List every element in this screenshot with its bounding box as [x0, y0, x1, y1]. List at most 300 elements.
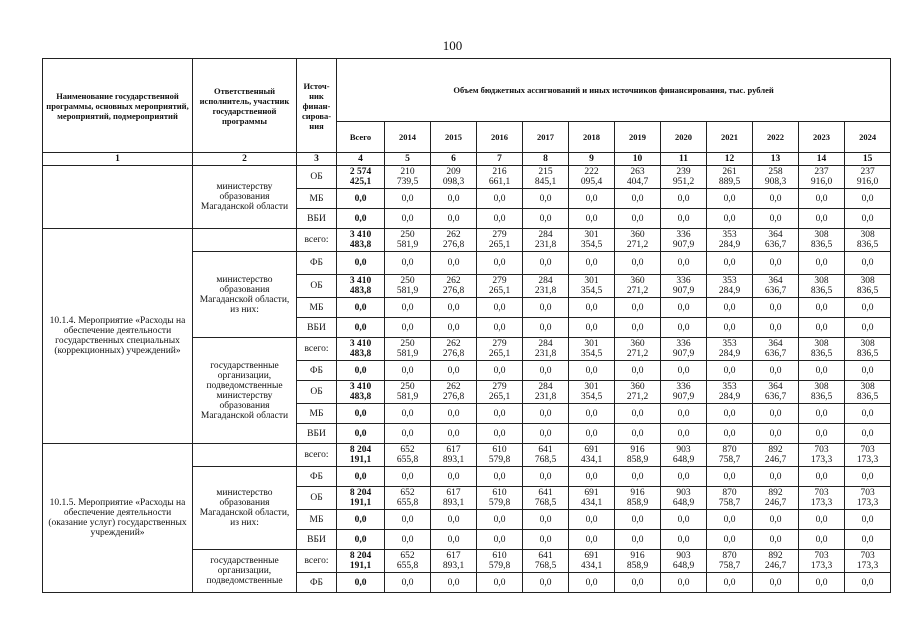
value-cell: 610 579,8: [477, 550, 523, 573]
value-cell: 0,0: [337, 252, 385, 275]
value-cell: 0,0: [799, 318, 845, 338]
value-cell: 0,0: [477, 530, 523, 550]
value-cell: 0,0: [337, 510, 385, 530]
value-cell: 0,0: [523, 298, 569, 318]
value-cell: 703 173,3: [845, 444, 891, 467]
value-cell: 0,0: [477, 573, 523, 593]
value-cell: 360 271,2: [615, 381, 661, 404]
value-cell: 0,0: [337, 189, 385, 209]
value-cell: 0,0: [523, 424, 569, 444]
year-header: 2016: [477, 122, 523, 153]
value-cell: 892 246,7: [753, 444, 799, 467]
value-cell: 0,0: [799, 252, 845, 275]
executor-cell: министерство образования Магаданской области, из них:: [193, 467, 297, 550]
value-cell: 222 095,4: [569, 166, 615, 189]
value-cell: 703 173,3: [799, 550, 845, 573]
column-number: 13: [753, 153, 799, 166]
value-cell: 703 173,3: [845, 550, 891, 573]
value-cell: 0,0: [477, 209, 523, 229]
value-cell: 0,0: [431, 361, 477, 381]
value-cell: 262 276,8: [431, 229, 477, 252]
executor-cell: государственные организации, подведомственные: [193, 550, 297, 593]
value-cell: 0,0: [523, 189, 569, 209]
value-cell: 0,0: [431, 318, 477, 338]
value-cell: 0,0: [477, 318, 523, 338]
value-cell: 0,0: [707, 189, 753, 209]
value-cell: 360 271,2: [615, 275, 661, 298]
value-cell: 0,0: [661, 573, 707, 593]
value-cell: 0,0: [523, 404, 569, 424]
value-cell: 0,0: [337, 573, 385, 593]
value-cell: 336 907,9: [661, 338, 707, 361]
executor-cell-empty: [193, 229, 297, 252]
value-cell: 308 836,5: [845, 338, 891, 361]
value-cell: 0,0: [477, 298, 523, 318]
value-cell: 360 271,2: [615, 229, 661, 252]
value-cell: 0,0: [753, 467, 799, 487]
value-cell: 0,0: [753, 530, 799, 550]
executor-cell-empty: [193, 444, 297, 467]
value-cell: 0,0: [431, 530, 477, 550]
value-cell: 0,0: [707, 298, 753, 318]
value-cell: 0,0: [707, 510, 753, 530]
value-cell: 353 284,9: [707, 381, 753, 404]
value-cell: 0,0: [431, 252, 477, 275]
column-number: 6: [431, 153, 477, 166]
executor-cell: министерство образования Магаданской области, из них:: [193, 252, 297, 338]
value-cell: 0,0: [385, 530, 431, 550]
value-cell: 0,0: [385, 189, 431, 209]
value-cell: 0,0: [707, 252, 753, 275]
value-cell: 0,0: [523, 467, 569, 487]
value-cell: 0,0: [337, 530, 385, 550]
value-cell: 237 916,0: [799, 166, 845, 189]
year-header: 2014: [385, 122, 431, 153]
column-number: 9: [569, 153, 615, 166]
value-cell: 0,0: [707, 318, 753, 338]
year-header: 2023: [799, 122, 845, 153]
value-cell: 0,0: [707, 404, 753, 424]
program-name-cell: 10.1.5. Мероприятие «Расходы на обеспечение деятельности (оказание услуг) государственных учреждений»: [43, 444, 193, 593]
value-cell: 279 265,1: [477, 338, 523, 361]
column-number: 10: [615, 153, 661, 166]
value-cell: 301 354,5: [569, 381, 615, 404]
value-cell: 0,0: [753, 361, 799, 381]
value-cell: 0,0: [615, 573, 661, 593]
value-cell: 0,0: [753, 318, 799, 338]
value-cell: 250 581,9: [385, 229, 431, 252]
source-cell: ОБ: [297, 381, 337, 404]
value-cell: 0,0: [337, 209, 385, 229]
value-cell: 0,0: [845, 530, 891, 550]
value-cell: 0,0: [431, 510, 477, 530]
source-cell: МБ: [297, 298, 337, 318]
year-header: 2015: [431, 122, 477, 153]
value-cell: 353 284,9: [707, 275, 753, 298]
value-cell: 301 354,5: [569, 338, 615, 361]
value-cell: 0,0: [799, 361, 845, 381]
value-cell: 262 276,8: [431, 338, 477, 361]
value-cell: 3 410 483,8: [337, 275, 385, 298]
value-cell: 0,0: [845, 209, 891, 229]
value-cell: 0,0: [661, 189, 707, 209]
year-header: 2017: [523, 122, 569, 153]
value-cell: 8 204 191,1: [337, 444, 385, 467]
value-cell: 250 581,9: [385, 275, 431, 298]
value-cell: 0,0: [661, 467, 707, 487]
value-cell: 0,0: [799, 467, 845, 487]
value-cell: 0,0: [385, 404, 431, 424]
header-executor: Ответственный исполнитель, участник государственной программы: [193, 59, 297, 153]
value-cell: 215 845,1: [523, 166, 569, 189]
value-cell: 0,0: [661, 530, 707, 550]
value-cell: 210 739,5: [385, 166, 431, 189]
value-cell: 8 204 191,1: [337, 550, 385, 573]
value-cell: 916 858,9: [615, 550, 661, 573]
value-cell: 0,0: [523, 573, 569, 593]
table-row: [43, 166, 891, 189]
value-cell: 308 836,5: [845, 229, 891, 252]
year-header: 2019: [615, 122, 661, 153]
value-cell: 364 636,7: [753, 275, 799, 298]
value-cell: 0,0: [799, 209, 845, 229]
value-cell: 308 836,5: [845, 381, 891, 404]
value-cell: 0,0: [385, 252, 431, 275]
source-cell: всего:: [297, 550, 337, 573]
value-cell: 870 758,7: [707, 487, 753, 510]
value-cell: 250 581,9: [385, 381, 431, 404]
page-number: 100: [442, 38, 463, 53]
value-cell: 250 581,9: [385, 338, 431, 361]
value-cell: 641 768,5: [523, 487, 569, 510]
value-cell: 0,0: [845, 424, 891, 444]
value-cell: 870 758,7: [707, 444, 753, 467]
source-cell: всего:: [297, 229, 337, 252]
value-cell: 353 284,9: [707, 229, 753, 252]
value-cell: 0,0: [523, 530, 569, 550]
value-cell: 336 907,9: [661, 229, 707, 252]
value-cell: 0,0: [615, 252, 661, 275]
value-cell: 617 893,1: [431, 550, 477, 573]
value-cell: 0,0: [569, 573, 615, 593]
value-cell: 0,0: [385, 467, 431, 487]
value-cell: 279 265,1: [477, 381, 523, 404]
value-cell: 0,0: [799, 404, 845, 424]
column-number: 11: [661, 153, 707, 166]
value-cell: 652 655,8: [385, 550, 431, 573]
value-cell: 610 579,8: [477, 444, 523, 467]
value-cell: 0,0: [385, 361, 431, 381]
value-cell: 703 173,3: [799, 444, 845, 467]
value-cell: 617 893,1: [431, 444, 477, 467]
value-cell: 308 836,5: [845, 275, 891, 298]
column-number: 1: [43, 153, 193, 166]
value-cell: 0,0: [615, 510, 661, 530]
value-cell: 0,0: [385, 298, 431, 318]
value-cell: 652 655,8: [385, 444, 431, 467]
value-cell: 0,0: [385, 510, 431, 530]
value-cell: 0,0: [431, 404, 477, 424]
source-cell: МБ: [297, 189, 337, 209]
value-cell: 0,0: [431, 189, 477, 209]
value-cell: 892 246,7: [753, 487, 799, 510]
value-cell: 691 434,1: [569, 550, 615, 573]
value-cell: 262 276,8: [431, 275, 477, 298]
value-cell: 0,0: [337, 318, 385, 338]
value-cell: 0,0: [431, 424, 477, 444]
value-cell: 239 951,2: [661, 166, 707, 189]
value-cell: 0,0: [431, 467, 477, 487]
value-cell: 0,0: [845, 404, 891, 424]
value-cell: 0,0: [337, 467, 385, 487]
source-cell: ФБ: [297, 361, 337, 381]
value-cell: 0,0: [615, 298, 661, 318]
column-number: 12: [707, 153, 753, 166]
value-cell: 0,0: [661, 510, 707, 530]
value-cell: 0,0: [707, 209, 753, 229]
value-cell: 0,0: [615, 318, 661, 338]
value-cell: 0,0: [799, 424, 845, 444]
value-cell: 237 916,0: [845, 166, 891, 189]
column-number: 2: [193, 153, 297, 166]
value-cell: 0,0: [385, 573, 431, 593]
year-header: 2021: [707, 122, 753, 153]
source-cell: ОБ: [297, 487, 337, 510]
value-cell: 364 636,7: [753, 381, 799, 404]
value-cell: 284 231,8: [523, 275, 569, 298]
year-header: 2022: [753, 122, 799, 153]
source-cell: ФБ: [297, 467, 337, 487]
table-body: [43, 166, 891, 593]
value-cell: 0,0: [753, 573, 799, 593]
source-cell: ФБ: [297, 573, 337, 593]
value-cell: 0,0: [753, 298, 799, 318]
value-cell: 258 908,3: [753, 166, 799, 189]
executor-cell: министерству образования Магаданской области: [193, 166, 297, 229]
value-cell: 284 231,8: [523, 381, 569, 404]
value-cell: 0,0: [845, 573, 891, 593]
column-number: 14: [799, 153, 845, 166]
value-cell: 0,0: [337, 404, 385, 424]
value-cell: 360 271,2: [615, 338, 661, 361]
column-number: 4: [337, 153, 385, 166]
column-number: 5: [385, 153, 431, 166]
value-cell: 279 265,1: [477, 275, 523, 298]
header-source: Источ-ник финан-сирова-ния: [297, 59, 337, 153]
value-cell: 0,0: [523, 361, 569, 381]
value-cell: 0,0: [661, 404, 707, 424]
value-cell: 0,0: [707, 530, 753, 550]
value-cell: 0,0: [477, 467, 523, 487]
value-cell: 0,0: [569, 424, 615, 444]
value-cell: 0,0: [615, 424, 661, 444]
value-cell: 0,0: [615, 404, 661, 424]
value-cell: 0,0: [799, 298, 845, 318]
value-cell: 308 836,5: [799, 338, 845, 361]
source-cell: ОБ: [297, 275, 337, 298]
value-cell: 0,0: [845, 467, 891, 487]
year-header: 2020: [661, 122, 707, 153]
value-cell: 0,0: [569, 404, 615, 424]
value-cell: 0,0: [707, 467, 753, 487]
value-cell: 916 858,9: [615, 444, 661, 467]
table-row: [43, 444, 891, 467]
year-header: 2024: [845, 122, 891, 153]
source-cell: ВБИ: [297, 424, 337, 444]
value-cell: 0,0: [615, 361, 661, 381]
value-cell: 0,0: [707, 573, 753, 593]
value-cell: 0,0: [477, 361, 523, 381]
value-cell: 0,0: [661, 298, 707, 318]
value-cell: 870 758,7: [707, 550, 753, 573]
value-cell: 691 434,1: [569, 487, 615, 510]
value-cell: 0,0: [337, 298, 385, 318]
value-cell: 279 265,1: [477, 229, 523, 252]
source-cell: всего:: [297, 338, 337, 361]
value-cell: 216 661,1: [477, 166, 523, 189]
value-cell: 903 648,9: [661, 550, 707, 573]
value-cell: 0,0: [569, 252, 615, 275]
column-number: 7: [477, 153, 523, 166]
value-cell: 0,0: [799, 530, 845, 550]
header-volume: Объем бюджетных ассигнований и иных источников финансирования, тыс. рублей: [337, 59, 891, 122]
value-cell: 308 836,5: [799, 381, 845, 404]
column-number: 3: [297, 153, 337, 166]
value-cell: 903 648,9: [661, 487, 707, 510]
value-cell: 0,0: [799, 510, 845, 530]
value-cell: 641 768,5: [523, 550, 569, 573]
source-cell: всего:: [297, 444, 337, 467]
source-cell: ВБИ: [297, 318, 337, 338]
value-cell: 308 836,5: [799, 229, 845, 252]
value-cell: 0,0: [661, 361, 707, 381]
value-cell: 0,0: [661, 424, 707, 444]
value-cell: 0,0: [845, 189, 891, 209]
value-cell: 641 768,5: [523, 444, 569, 467]
value-cell: 0,0: [385, 424, 431, 444]
value-cell: 308 836,5: [799, 275, 845, 298]
value-cell: 0,0: [523, 252, 569, 275]
value-cell: 0,0: [569, 189, 615, 209]
source-cell: ФБ: [297, 252, 337, 275]
source-cell: ВБИ: [297, 209, 337, 229]
program-name-cell: [43, 166, 193, 229]
value-cell: 0,0: [661, 252, 707, 275]
value-cell: 0,0: [615, 467, 661, 487]
value-cell: 0,0: [845, 361, 891, 381]
source-cell: МБ: [297, 404, 337, 424]
value-cell: 284 231,8: [523, 229, 569, 252]
value-cell: 0,0: [569, 467, 615, 487]
value-cell: 353 284,9: [707, 338, 753, 361]
value-cell: 0,0: [569, 361, 615, 381]
value-cell: 2 574 425,1: [337, 166, 385, 189]
value-cell: 0,0: [431, 573, 477, 593]
value-cell: 0,0: [799, 573, 845, 593]
value-cell: 336 907,9: [661, 381, 707, 404]
value-cell: 0,0: [385, 209, 431, 229]
value-cell: 0,0: [477, 510, 523, 530]
year-header: Всего: [337, 122, 385, 153]
value-cell: 0,0: [845, 252, 891, 275]
value-cell: 0,0: [707, 424, 753, 444]
value-cell: 0,0: [523, 510, 569, 530]
value-cell: 8 204 191,1: [337, 487, 385, 510]
source-cell: ОБ: [297, 166, 337, 189]
value-cell: 364 636,7: [753, 338, 799, 361]
source-cell: МБ: [297, 510, 337, 530]
value-cell: 0,0: [523, 318, 569, 338]
value-cell: 364 636,7: [753, 229, 799, 252]
value-cell: 3 410 483,8: [337, 338, 385, 361]
value-cell: 0,0: [615, 209, 661, 229]
value-cell: 0,0: [753, 209, 799, 229]
value-cell: 0,0: [569, 318, 615, 338]
executor-cell: государственные организации, подведомственные министерству образования Магаданской области: [193, 338, 297, 444]
value-cell: 610 579,8: [477, 487, 523, 510]
value-cell: 916 858,9: [615, 487, 661, 510]
value-cell: 0,0: [845, 298, 891, 318]
value-cell: 336 907,9: [661, 275, 707, 298]
value-cell: 0,0: [477, 424, 523, 444]
value-cell: 0,0: [661, 318, 707, 338]
value-cell: 0,0: [569, 209, 615, 229]
value-cell: 0,0: [337, 424, 385, 444]
value-cell: 0,0: [753, 189, 799, 209]
value-cell: 0,0: [431, 298, 477, 318]
source-cell: ВБИ: [297, 530, 337, 550]
year-header: 2018: [569, 122, 615, 153]
value-cell: 284 231,8: [523, 338, 569, 361]
value-cell: 652 655,8: [385, 487, 431, 510]
value-cell: 0,0: [385, 318, 431, 338]
value-cell: 301 354,5: [569, 275, 615, 298]
value-cell: 261 889,5: [707, 166, 753, 189]
column-number: 8: [523, 153, 569, 166]
value-cell: 0,0: [707, 361, 753, 381]
value-cell: 903 648,9: [661, 444, 707, 467]
value-cell: 0,0: [799, 189, 845, 209]
table-row: [43, 229, 891, 252]
value-cell: 703 173,3: [799, 487, 845, 510]
value-cell: 0,0: [615, 189, 661, 209]
value-cell: 263 404,7: [615, 166, 661, 189]
value-cell: 0,0: [753, 510, 799, 530]
value-cell: 0,0: [337, 361, 385, 381]
value-cell: 0,0: [569, 298, 615, 318]
column-number-row: [43, 153, 891, 166]
value-cell: 0,0: [431, 209, 477, 229]
value-cell: 0,0: [753, 424, 799, 444]
value-cell: 0,0: [477, 189, 523, 209]
value-cell: 209 098,3: [431, 166, 477, 189]
value-cell: 0,0: [569, 510, 615, 530]
program-name-cell: 10.1.4. Мероприятие «Расходы на обеспечение деятельности государственных специальных (коррекционных) учреждений»: [43, 229, 193, 444]
budget-table: [42, 58, 891, 593]
value-cell: 617 893,1: [431, 487, 477, 510]
value-cell: 0,0: [845, 318, 891, 338]
value-cell: 3 410 483,8: [337, 381, 385, 404]
value-cell: 703 173,3: [845, 487, 891, 510]
column-number: 15: [845, 153, 891, 166]
value-cell: 0,0: [477, 252, 523, 275]
value-cell: 262 276,8: [431, 381, 477, 404]
value-cell: 691 434,1: [569, 444, 615, 467]
value-cell: 0,0: [661, 209, 707, 229]
header-name: Наименование государственной программы, основных мероприятий, мероприятий, подмероприятий: [43, 59, 193, 153]
value-cell: 0,0: [477, 404, 523, 424]
value-cell: 0,0: [753, 404, 799, 424]
